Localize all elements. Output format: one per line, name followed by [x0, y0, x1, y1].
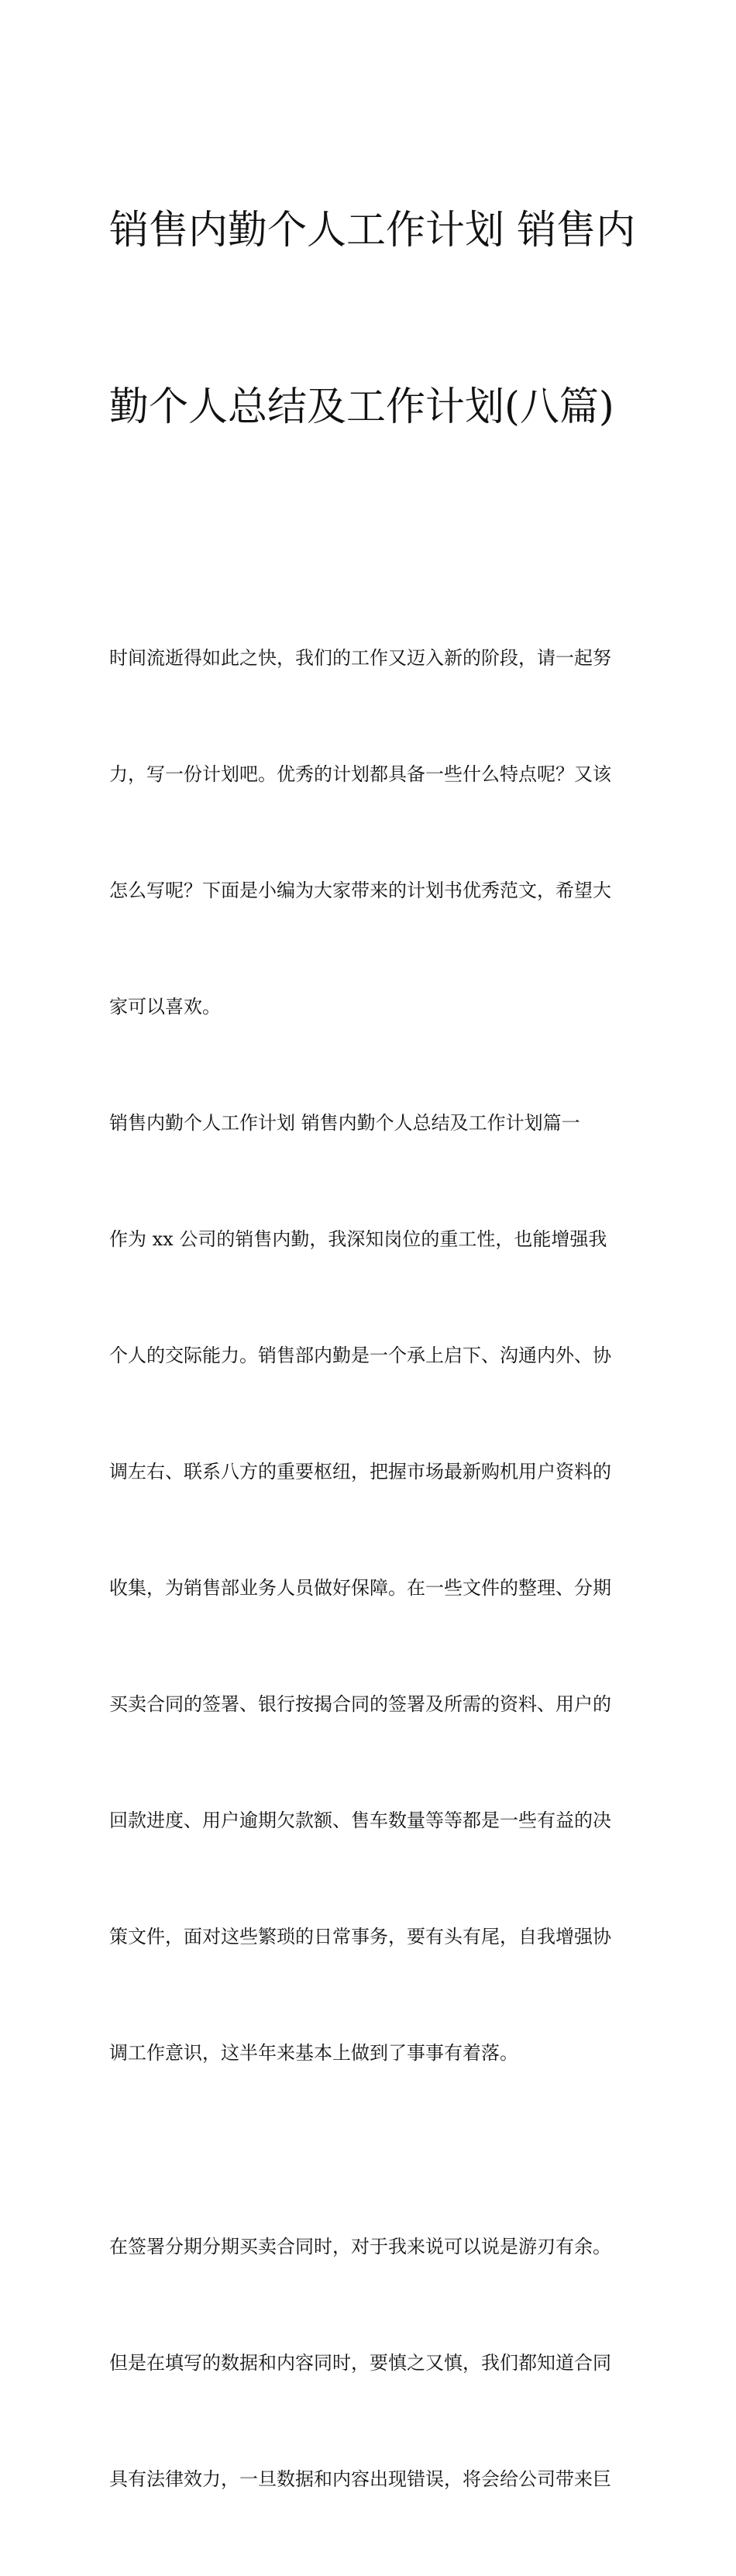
text-line: 调左右、联系八方的重要枢纽，把握市场最新购机用户资料的 [109, 1461, 611, 1483]
text-line: 家可以喜欢。 [109, 996, 221, 1018]
text-line: 具有法律效力，一旦数据和内容出现错误，将会给公司带来巨 [109, 2468, 611, 2490]
text-line: 策文件，面对这些繁琐的日常事务，要有头有尾，自我增强协 [109, 1926, 611, 1947]
text-line: 但是在填写的数据和内容同时，要慎之又慎，我们都知道合同 [109, 2352, 611, 2374]
text-line: 时间流逝得如此之快，我们的工作又迈入新的阶段，请一起努 [109, 647, 611, 669]
text-line: 调工作意识，这半年来基本上做到了事事有着落。 [109, 2042, 518, 2064]
text-line: 在签署分期分期买卖合同时，对于我来说可以说是游刃有余。 [109, 2236, 611, 2257]
title-line: 勤个人总结及工作计划(八篇) [109, 384, 614, 430]
section-heading: 销售内勤个人工作计划 销售内勤个人总结及工作计划篇一 [109, 1112, 580, 1134]
text-line: 怎么写呢？下面是小编为大家带来的计划书优秀范文，希望大 [109, 880, 611, 901]
document-title [109, 84, 636, 555]
body-paragraph-1 [109, 1142, 630, 2150]
text-line: 买卖合同的签署、银行按揭合同的签署及所需的资料、用户的 [109, 1693, 611, 1715]
text-line: 回款进度、用户逾期欠款额、售车数量等等都是一些有益的决 [109, 1810, 611, 1831]
text-line: 力，写一份计划吧。优秀的计划都具备一些什么特点呢？又该 [109, 763, 611, 785]
intro-paragraph [109, 561, 630, 1104]
text-line: 个人的交际能力。销售部内勤是一个承上启下、沟通内外、协 [109, 1345, 611, 1366]
title-line: 销售内勤个人工作计划 销售内 [109, 208, 636, 253]
text-line: 作为 xx 公司的销售内勤，我深知岗位的重工性，也能增强我 [109, 1228, 607, 1250]
text-line: 收集，为销售部业务人员做好保障。在一些文件的整理、分期 [109, 1577, 611, 1599]
document-content [109, 84, 636, 2576]
body-paragraph-2 [109, 2150, 630, 2576]
